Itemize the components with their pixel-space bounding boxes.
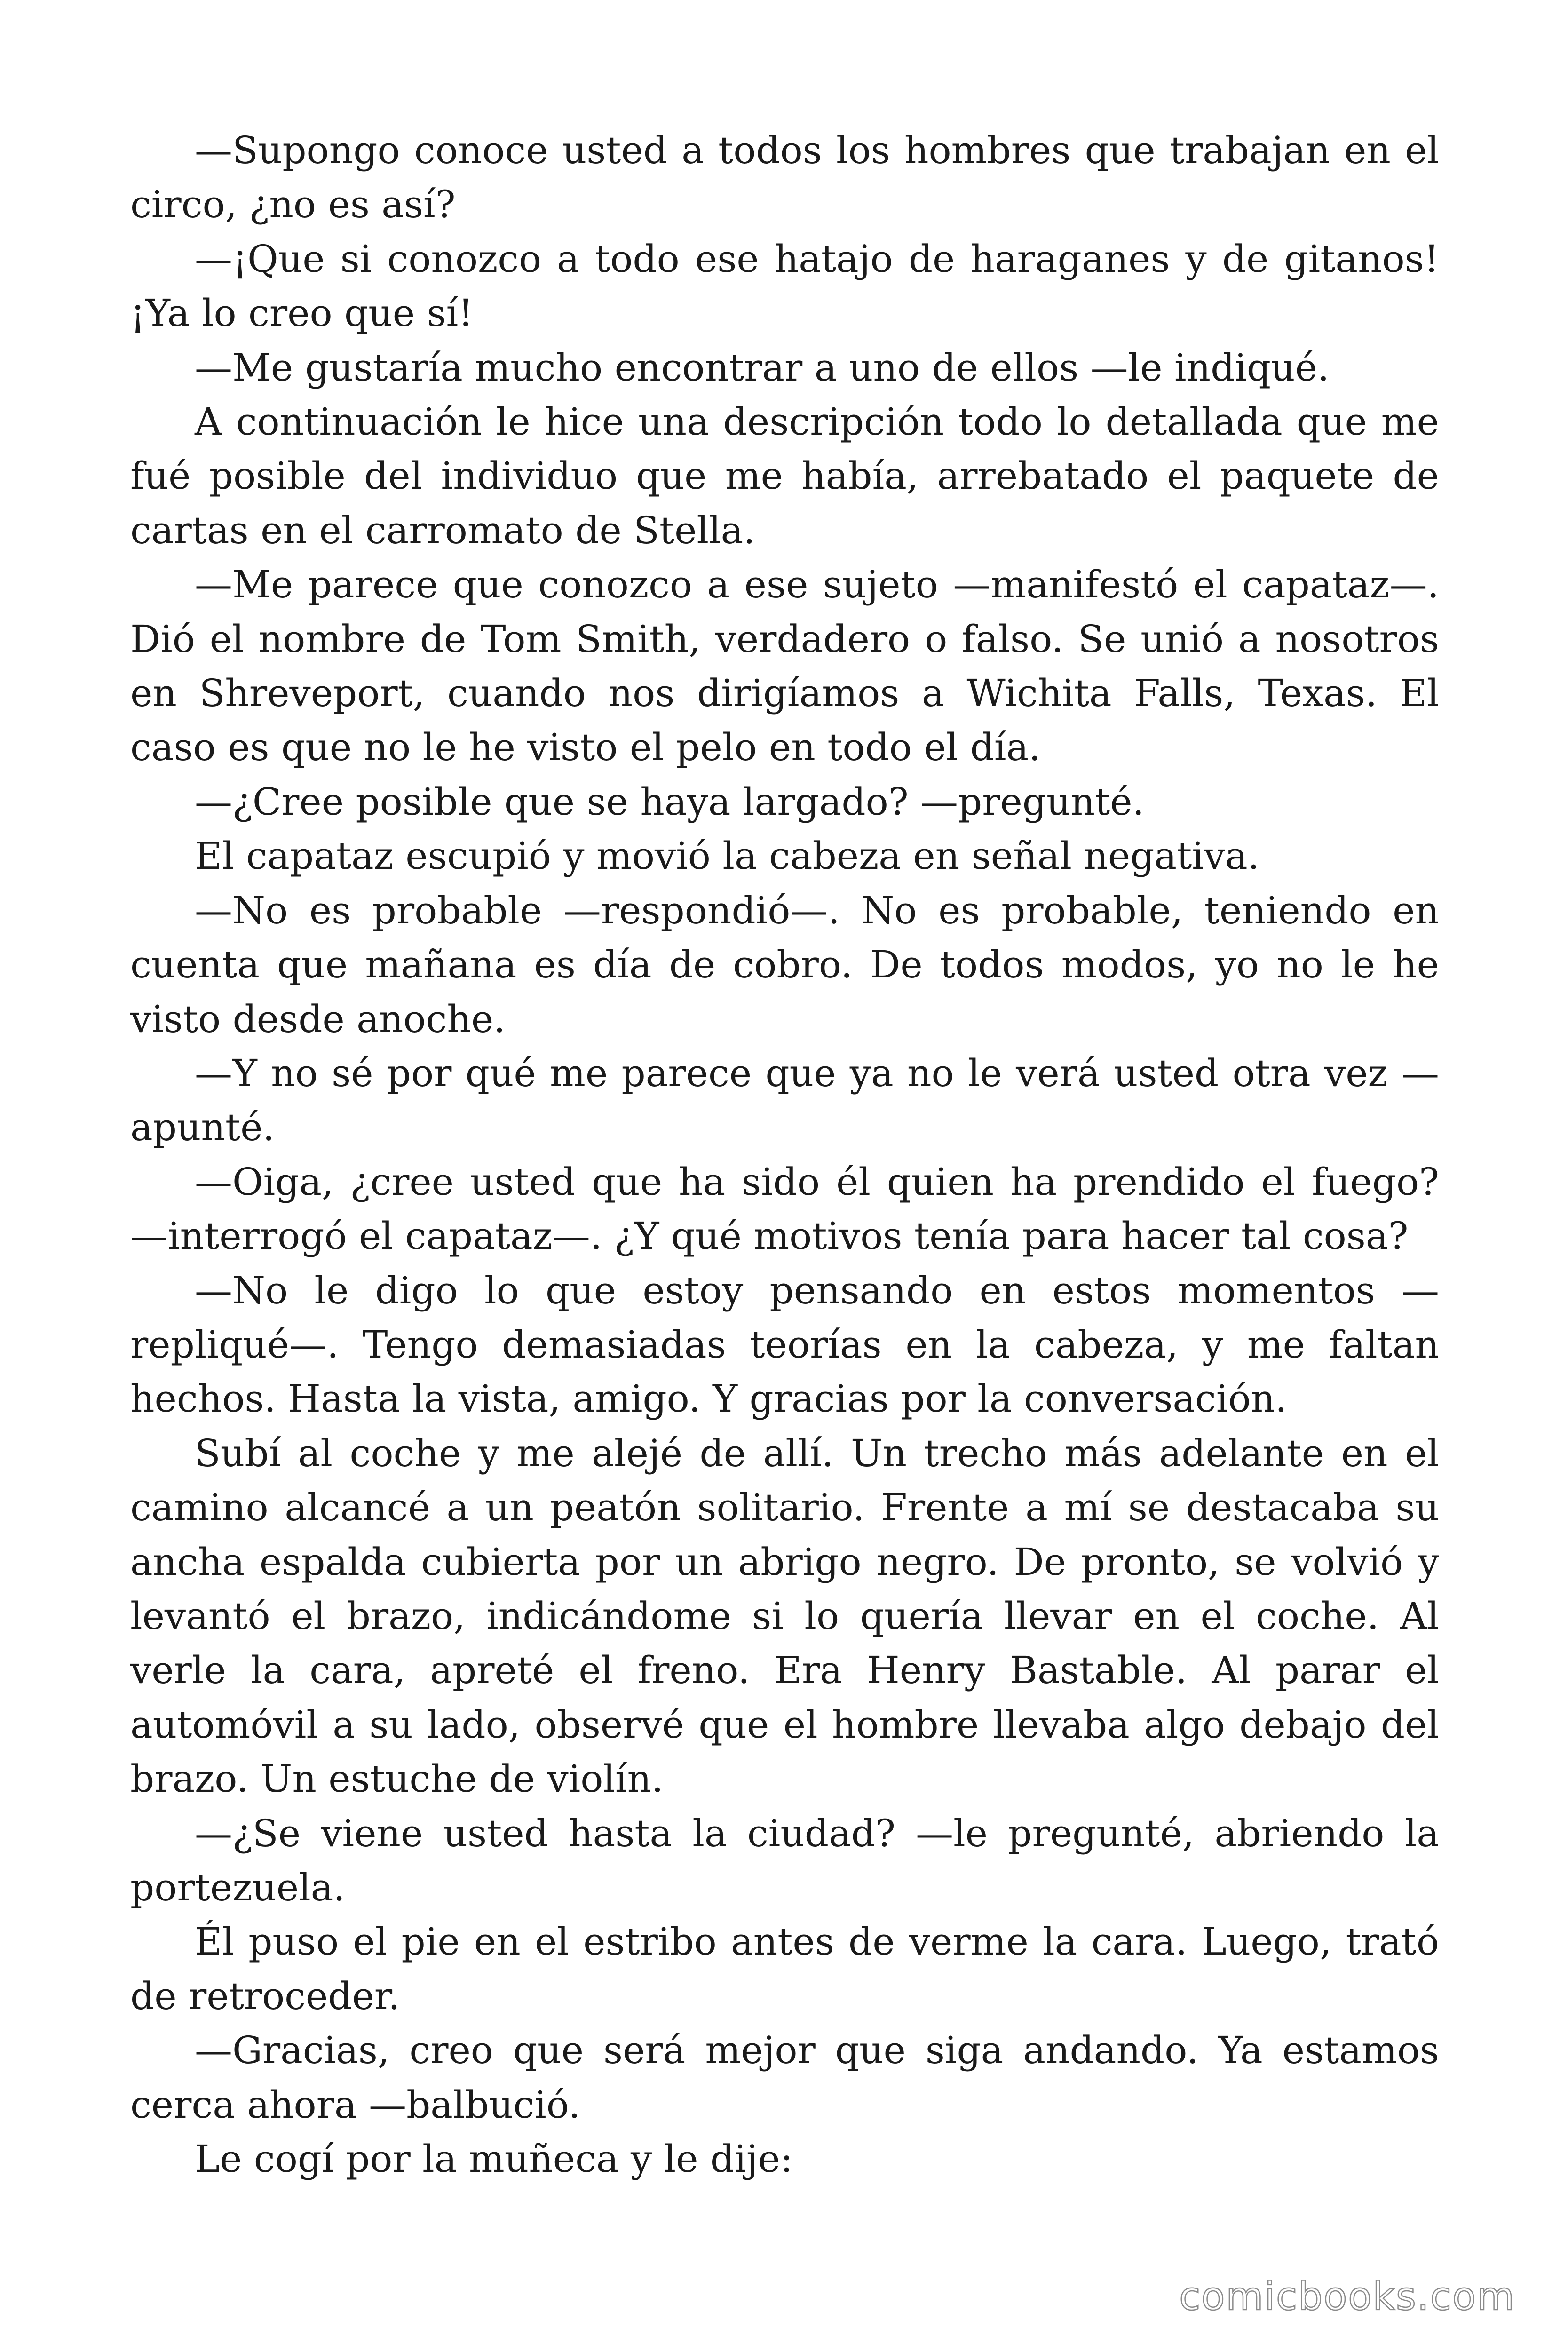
paragraph: Él puso el pie en el estribo antes de verme la cara. Luego, trató de retroceder. bbox=[130, 1920, 1439, 2018]
paragraph: A continuación le hice una descripción todo lo detallada que me fué posible del individuo que me había, arrebatado el paquete de cartas en el carromato de Stella. bbox=[130, 400, 1439, 552]
paragraph: —Supongo conoce usted a todos los hombres que trabajan en el circo, ¿no es así? bbox=[130, 128, 1439, 227]
paragraph: Le cogí por la muñeca y le dije: bbox=[195, 2137, 793, 2181]
paragraph: El capataz escupió y movió la cabeza en señal negativa. bbox=[195, 834, 1260, 878]
paragraph: —No le digo lo que estoy pensando en estos momentos —repliqué—. Tengo demasiadas teorías en la cabeza, y me faltan hechos. Hasta la vista, amigo. Y gracias por la conversación. bbox=[130, 1268, 1439, 1421]
paragraph: —¿Se viene usted hasta la ciudad? —le pregunté, abriendo la portezuela. bbox=[130, 1811, 1439, 1909]
body-text bbox=[130, 123, 1439, 2186]
paragraph: Subí al coche y me alejé de allí. Un trecho más adelante en el camino alcancé a un peatón solitario. Frente a mí se destacaba su ancha espalda cubierta por un abrigo negro. De pronto, se volvió y levantó el brazo, indicándome si lo quería llevar en el coche. Al verle la cara, apreté el freno. Era Henry Bastable. Al parar el automóvil a su lado, observé que el hombre llevaba algo debajo del brazo. Un estuche de violín. bbox=[130, 1431, 1439, 1801]
paragraph: —No es probable —respondió—. No es probable, teniendo en cuenta que mañana es día de cobro. De todos modos, yo no le he visto desde anoche. bbox=[130, 888, 1439, 1041]
paragraph: —Y no sé por qué me parece que ya no le verá usted otra vez —apunté. bbox=[130, 1051, 1439, 1150]
paragraph: —¡Que si conozco a todo ese hatajo de haraganes y de gitanos! ¡Ya lo creo que sí! bbox=[130, 237, 1439, 335]
paragraph: —Me gustaría mucho encontrar a uno de ellos —le indiqué. bbox=[195, 345, 1330, 389]
paragraph: —¿Cree posible que se haya largado? —pregunté. bbox=[195, 779, 1145, 824]
site-watermark: comicbooks.com bbox=[1179, 2274, 1515, 2319]
paragraph: —Oiga, ¿cree usted que ha sido él quien ha prendido el fuego? —interrogó el capataz—. ¿Y qué motivos tenía para hacer tal cosa? bbox=[130, 1160, 1439, 1258]
paragraph: —Gracias, creo que será mejor que siga andando. Ya estamos cerca ahora —balbució. bbox=[130, 2028, 1439, 2127]
paragraph: —Me parece que conozco a ese sujeto —manifestó el capataz—. Dió el nombre de Tom Smith, verdadero o falso. Se unió a nosotros en Shreveport, cuando nos dirigíamos a Wichita Falls, Texas. El caso es que no le he visto el pelo en todo el día. bbox=[130, 563, 1439, 770]
